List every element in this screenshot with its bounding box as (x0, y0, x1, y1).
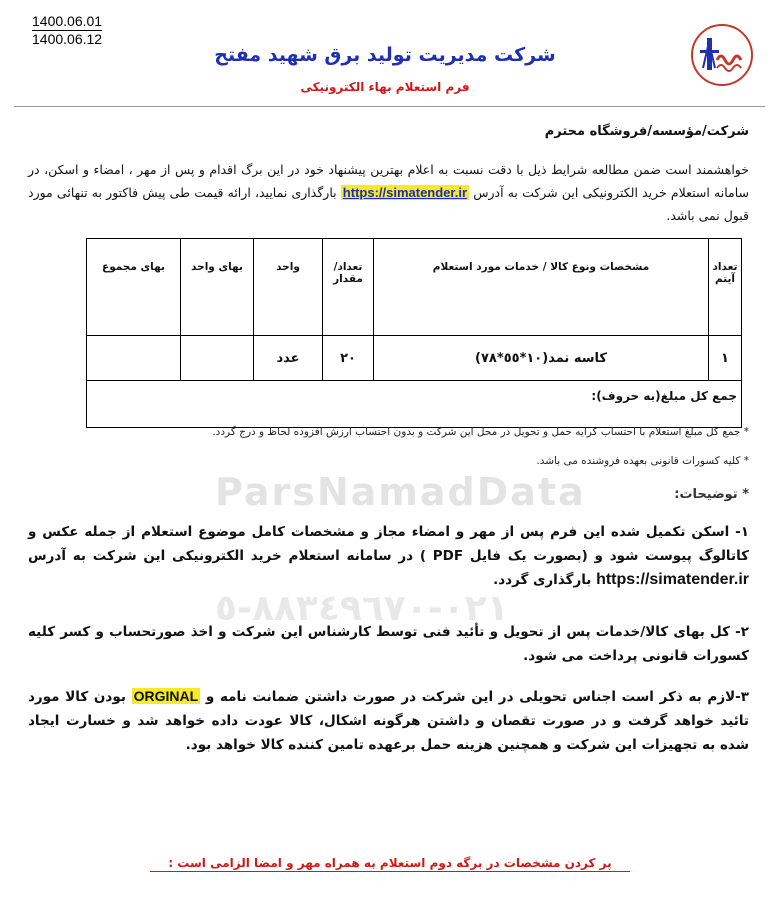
table-row (87, 336, 742, 381)
description-2: ٢- کل بهای کالا/خدمات پس از تحویل و تأئید فنی توسط کارشناس این شرکت و اخذ صورتحساب و کسر کلیه کسورات قانونی پرداخت می شود. (28, 624, 749, 664)
note-shipping: * جمع کل مبلغ استعلام با احتساب کرایه حمل و تحویل در محل این شرکت و بدون احتساب ارزش افزوده لحاظ و درج گردد. (212, 426, 749, 438)
header-item-no: تعداد آیتم (709, 239, 742, 336)
description-3-text-1: ٣-لازم به ذکر است اجناس تحویلی در این شرکت در صورت داشتن ضمانت نامه و (200, 689, 749, 705)
form-title: فرم استعلام بهاء الکترونیکی (300, 80, 470, 94)
date-deadline: 1400.06.12 (32, 31, 103, 47)
table-header-row (87, 239, 742, 336)
cell-item-no: ١ (709, 336, 742, 381)
intro-paragraph (28, 158, 749, 227)
descriptions-title: * توضیحات: (674, 487, 749, 502)
sum-label: جمع کل مبلغ(به حروف): (87, 381, 742, 428)
note-deductions: * کلیه کسورات قانونی بعهده فروشنده می باشد. (536, 455, 749, 467)
intro-text-1: خواهشمند است ضمن مطالعه شرایط ذیل با دقت نسبت به اعلام بهترین پیشنهاد خود در این برگ اقدام و پس از مهر ، امضاء و اسکن، در سامانه استعلام خرید الکترونیکی این شرکت به آدرس (28, 162, 750, 200)
description-1 (28, 520, 749, 592)
date-block (32, 13, 102, 48)
date-issued: 1400.06.01 (32, 13, 103, 29)
header-unit: واحد (254, 239, 323, 336)
intro-url-link[interactable]: https://simatender.ir (342, 185, 468, 200)
table-sum-row (87, 381, 742, 428)
cell-unit: عدد (254, 336, 323, 381)
description-1-url-link[interactable]: https://simatender.ir (596, 571, 749, 588)
header-total: بهای مجموع (87, 239, 181, 336)
cell-total[interactable] (87, 336, 181, 381)
cell-unit-price[interactable] (181, 336, 254, 381)
watermark-brand: ParsNamadData (215, 470, 586, 514)
header-divider (14, 106, 765, 107)
description-1-text-2: بارگذاری گردد. (493, 572, 597, 588)
header-description: مشخصات ونوع کالا / خدمات مورد استعلام (374, 239, 709, 336)
cell-description: کاسه نمد(١٠*٥٥*٧٨) (374, 336, 709, 381)
salutation: شرکت/مؤسسه/فروشگاه محترم (544, 124, 749, 139)
items-table (86, 238, 742, 428)
cell-qty: ٢٠ (323, 336, 374, 381)
intro-text-2: بارگذاری نمایید، ارائه قیمت طی پیش فاکتور به تنهائی مورد قبول نمی باشد. (28, 185, 749, 223)
description-1-text-1: ١- اسکن تکمیل شده این فرم پس از مهر و امضاء مجاز و مشخصات کامل موضوع استعلام از جمله عکس و کاتالوگ پیوست شود و (بصورت یک فایل PDF ) در سامانه استعلام خرید الکترونیکی این شرکت به آدرس (28, 524, 749, 564)
watermark-phone: ٠٢١-٨٨٣٤٩٦٧٠-٥ (215, 588, 509, 629)
footer-note: پر کردن مشخصات در برگه دوم استعلام به همراه مهر و امضا الزامی است : (150, 856, 630, 872)
power-plant-logo-icon (689, 22, 755, 88)
description-3-text-2: بودن کالا مورد تائید خواهد گرفت و در صورت تقصان و داشتن هرگونه اشکال، کالا عودت داده خواهد شد و خسارت ایجاد شده به تجهیزات این شرکت و همچنین هزینه حمل برعهده تامین کننده کالا خواهد بود. (28, 689, 749, 753)
description-3 (28, 684, 749, 757)
header-unit-price: بهای واحد (181, 239, 254, 336)
company-title: شرکت مدیریت تولید برق شهید مفتح (214, 44, 556, 66)
original-highlight: ORGINAL (133, 688, 199, 704)
header-qty: تعداد/ مقدار (323, 239, 374, 336)
